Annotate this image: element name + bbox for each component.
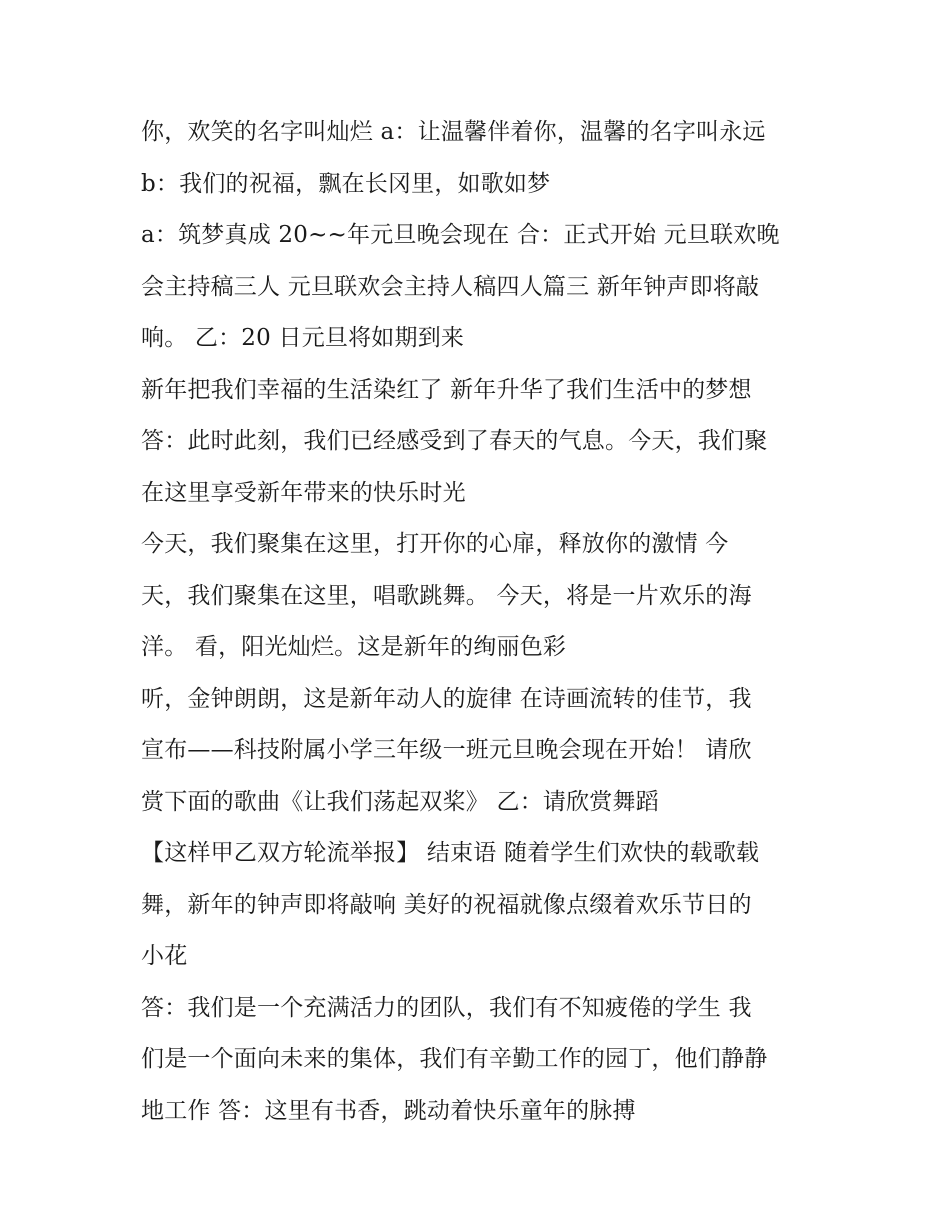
text-line: b：我们的祝福，飘在长冈里，如歌如梦 (141, 170, 551, 197)
text-line: 响。 乙：20 日元旦将如期到来 (141, 325, 465, 351)
text-line: 今天，我们聚集在这里，打开你的心扉，释放你的激情 今 (141, 531, 729, 557)
text-line: 你，欢笑的名字叫灿烂 a：让温馨伴着你，温馨的名字叫永远 (141, 119, 766, 145)
text-line: 答：此时此刻，我们已经感受到了春天的气息。今天，我们聚 (141, 428, 768, 454)
text-line: 们是一个面向未来的集体，我们有辛勤工作的园丁，他们静静 (141, 1046, 768, 1072)
text-line: 答：我们是一个充满活力的团队，我们有不知疲倦的学生 我 (141, 994, 752, 1021)
text-line: 天，我们聚集在这里，唱歌跳舞。 今天，将是一片欢乐的海 (141, 582, 752, 609)
body-text (141, 107, 821, 1137)
text-line: 宣布——科技附属小学三年级一班元旦晚会现在开始！ 请欣 (141, 737, 752, 763)
text-line: 新年把我们幸福的生活染红了 新年升华了我们生活中的梦想 (141, 376, 752, 403)
text-line: 会主持稿三人 元旦联欢会主持人稿四人篇三 新年钟声即将敲 (141, 273, 760, 300)
text-line: 【这样甲乙双方轮流举报】 结束语 随着学生们欢快的载歌载 (141, 840, 760, 866)
text-line: 地工作 答：这里有书香，跳动着快乐童年的脉搏 (141, 1097, 636, 1124)
text-line: 舞，新年的钟声即将敲响 美好的祝福就像点缀着欢乐节日的 (141, 891, 752, 918)
text-line: a：筑梦真成 20~~年元旦晚会现在 合：正式开始 元旦联欢晚 (141, 222, 780, 248)
text-line: 听，金钟朗朗，这是新年动人的旋律 在诗画流转的佳节，我 (141, 685, 752, 712)
text-line: 小花 (141, 943, 188, 969)
text-line: 洋。 看，阳光灿烂。这是新年的绚丽色彩 (141, 634, 567, 660)
text-line: 在这里享受新年带来的快乐时光 (141, 479, 466, 506)
text-line: 赏下面的歌曲《让我们荡起双桨》 乙：请欣赏舞蹈 (141, 788, 659, 815)
